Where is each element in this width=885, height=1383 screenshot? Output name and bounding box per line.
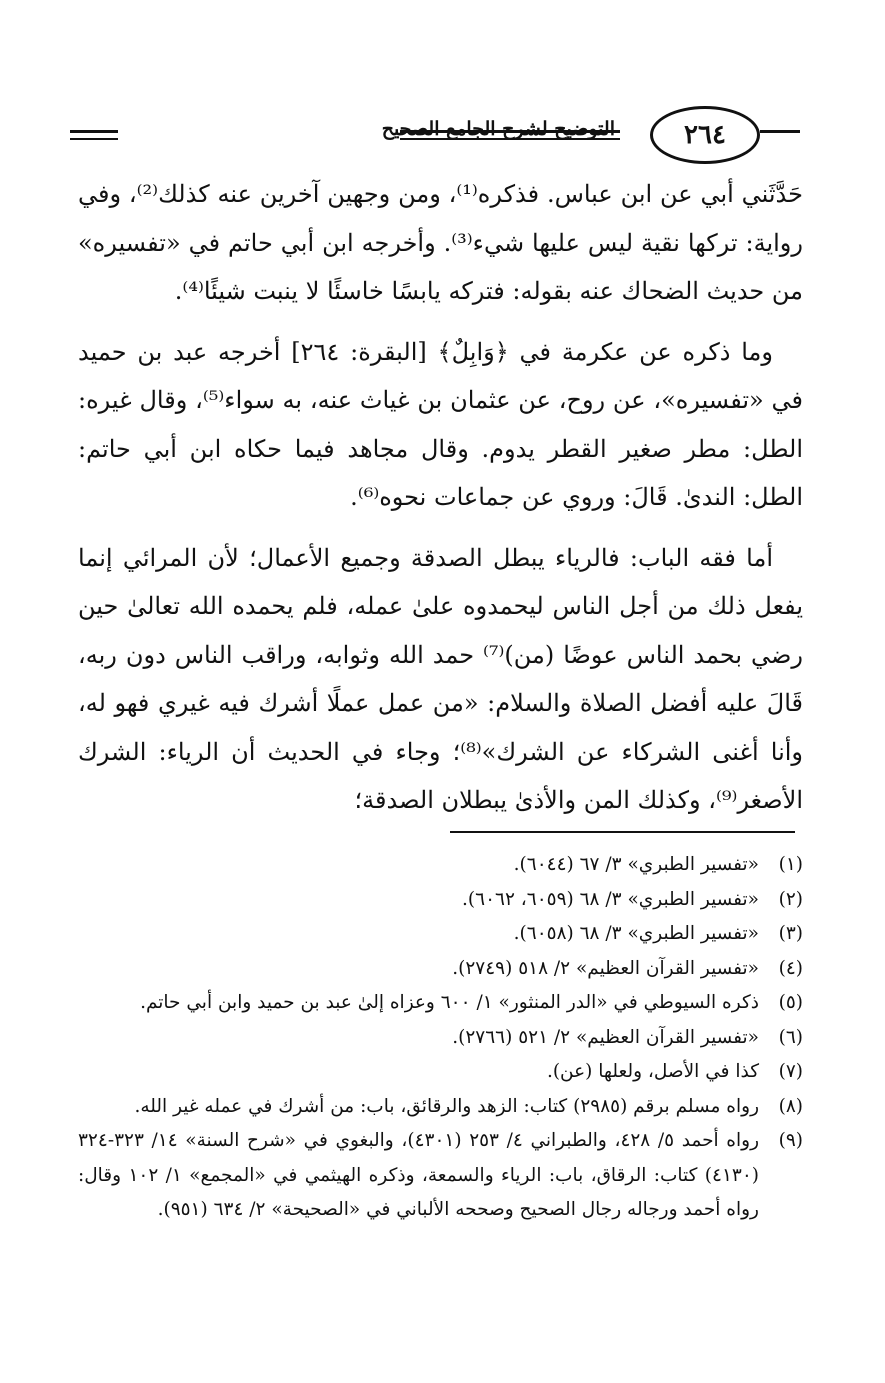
footnote-number: (١) [778,854,803,875]
footnote-number: (٢) [778,888,803,910]
footnote-text: رواه أحمد ٥/ ٤٢٨، والطبراني ٤/ ٢٥٣ (٤٣٠١)، والبغوي في «شرح السنة» ١٤/ ٣٢٣-٣٢٤ (٤١٣٠) كتاب: الرقاق، باب: الرياء والسمعة، وذكره الهيثمي في «المجمع» ١/ ١٠٢ وقال: رواه أحمد ورجاله رجال الصحيح وصححه الألباني في «الصحيحة» ٢/ ٦٣٤ (٩٥١). [78,1130,760,1220]
footnote-separator [450,831,795,833]
footnotes [78,848,803,1228]
header-rule-right [760,130,800,133]
footnote [78,986,803,1021]
footnote-text: «تفسير الطبري» ٣/ ٦٧ (٦٠٤٤). [513,854,759,875]
footnote-number: (٥) [778,992,803,1013]
footnote [78,848,803,883]
page-number: ٢٦٤ [650,106,760,164]
footnote-text: كذا في الأصل، ولعلها (عن). [546,1061,759,1082]
footnote [78,1021,803,1056]
page-header [70,96,800,166]
footnote-number: (٨) [778,1095,803,1117]
footnote-text: ذكره السيوطي في «الدر المنثور» ١/ ٦٠٠ وعزاه إلىٰ عبد بن حميد وابن أبي حاتم. [140,992,759,1013]
footnote [78,917,803,952]
footnote [78,1124,803,1228]
header-rule-left-top [70,130,118,133]
footnote-text: «تفسير القرآن العظيم» ٢/ ٥١٨ (٢٧٤٩). [452,957,759,979]
paragraph: وما ذكره عن عكرمة في ﴿وَابِلٌ﴾ [البقرة: ٢٦٤] أخرجه عبد بن حميد في «تفسيره»، عن روح، عن عثمان بن غياث عنه، به سواء⁽⁵⁾، وقال غيره: الطل: مطر صغير القطر يدوم. وقال مجاهد فيما حكاه ابن أبي حاتم: الطل: الندىٰ. قَالَ: وروي عن جماعات نحوه⁽⁶⁾. [78,337,804,511]
paragraph: أما فقه الباب: فالرياء يبطل الصدقة وجميع الأعمال؛ لأن المرائي إنما يفعل ذلك من أجل الناس ليحمدوه علىٰ عمله، فلم يحمده الله تعالىٰ حين رضي بحمد الناس عوضًا (من)⁽⁷⁾ حمد الله وثوابه، وراقب الناس دون ربه، قَالَ عليه أفضل الصلاة والسلام: «من عمل عملًا أشرك فيه غيري فهو له، وأنا أغنى الشركاء عن الشرك»⁽⁸⁾؛ وجاء في الحديث أن الرياء: الشرك الأصغر⁽⁹⁾، وكذلك المن والأذىٰ يبطلان الصدقة؛ [78,543,804,814]
footnote-number: (٦) [778,1026,803,1048]
footnote-text: «تفسير الطبري» ٣/ ٦٨ (٦٠٥٩، ٦٠٦٢). [462,888,759,910]
footnote-text: «تفسير الطبري» ٣/ ٦٨ (٦٠٥٨). [513,923,759,944]
main-text [78,170,803,837]
footnote [78,1090,803,1125]
footnote-number: (٣) [778,923,803,944]
footnote-number: (٩) [778,1130,803,1151]
running-title: التوضيح لشرح الجامع الصحيح [381,118,615,140]
footnote-text: رواه مسلم برقم (٢٩٨٥) كتاب: الزهد والرقائق، باب: من أشرك في عمله غير الله. [134,1095,759,1117]
header-rule-left-bottom [70,138,118,140]
footnote [78,883,803,918]
footnote-text: «تفسير القرآن العظيم» ٢/ ٥٢١ (٢٧٦٦). [452,1026,759,1048]
footnote [78,952,803,987]
paragraph: حَدَّثَني أبي عن ابن عباس. فذكره⁽¹⁾، ومن وجهين آخرين عنه كذلك⁽²⁾، وفي رواية: تركها نقية ليس عليها شيء⁽³⁾. وأخرجه ابن أبي حاتم في «تفسيره» من حديث الضحاك عنه بقوله: فتركه يابسًا خاسئًا لا ينبت شيئًا⁽⁴⁾. [78,180,803,305]
footnote-number: (٧) [778,1061,803,1082]
footnote [78,1055,803,1090]
footnote-number: (٤) [778,957,803,979]
